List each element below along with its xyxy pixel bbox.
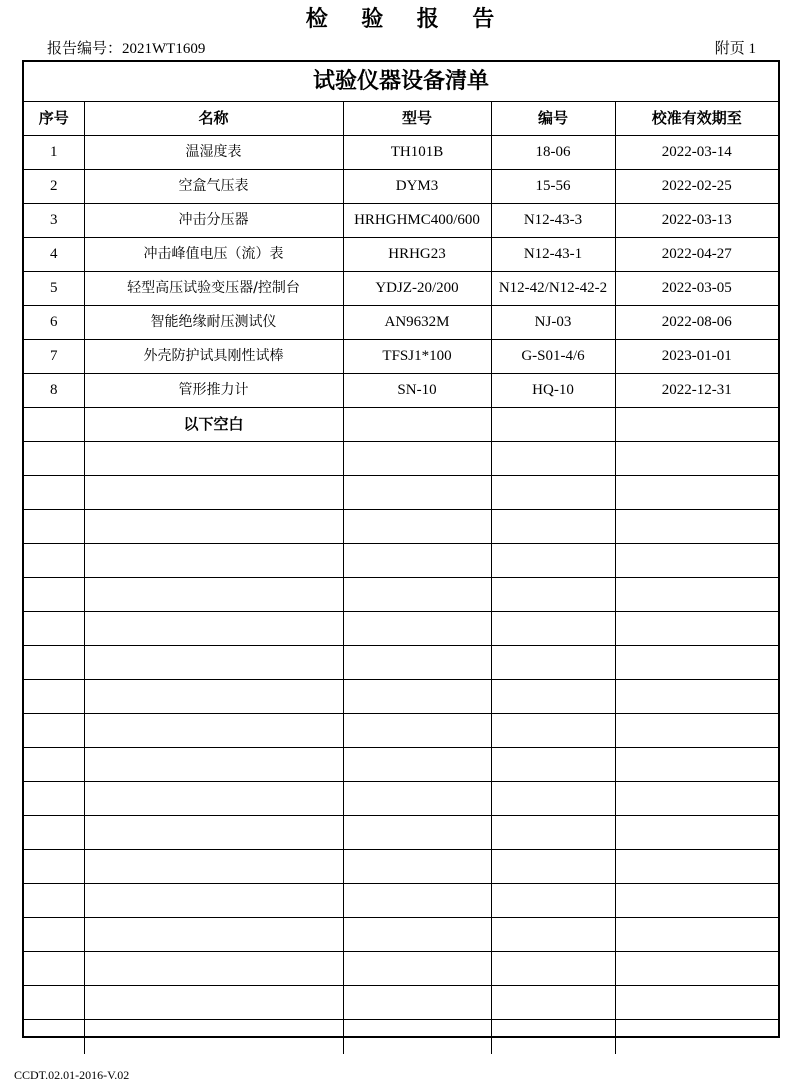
empty-cell	[491, 544, 615, 578]
empty-cell	[491, 510, 615, 544]
empty-cell	[615, 578, 778, 612]
empty-cell	[24, 952, 84, 986]
blank-row	[24, 1020, 778, 1054]
equipment-name: 冲击峰值电压（流）表	[84, 238, 343, 272]
empty-cell	[491, 612, 615, 646]
empty-cell	[84, 918, 343, 952]
empty-cell	[343, 646, 491, 680]
empty-cell	[615, 986, 778, 1020]
column-header-name: 名称	[84, 102, 343, 136]
equipment-code: G-S01-4/6	[491, 340, 615, 374]
blank-row	[24, 612, 778, 646]
column-header-code: 编号	[491, 102, 615, 136]
blank-row	[24, 816, 778, 850]
blank-row	[24, 782, 778, 816]
row-number: 2	[24, 170, 84, 204]
report-number-value: 2021WT1609	[122, 41, 206, 57]
table-row	[24, 238, 778, 272]
empty-cell	[24, 1020, 84, 1054]
page-indicator: 附页 1	[714, 41, 756, 57]
equipment-table	[24, 102, 778, 1054]
empty-cell	[84, 442, 343, 476]
empty-cell	[615, 680, 778, 714]
empty-cell	[615, 884, 778, 918]
empty-cell	[491, 816, 615, 850]
empty-cell	[491, 884, 615, 918]
empty-cell	[84, 952, 343, 986]
empty-cell	[24, 612, 84, 646]
equipment-name: 冲击分压器	[84, 204, 343, 238]
form-code: CCDT.02.01-2016-V.02	[14, 1068, 130, 1082]
empty-cell	[491, 782, 615, 816]
empty-cell	[491, 1020, 615, 1054]
empty-cell	[24, 476, 84, 510]
empty-cell	[491, 442, 615, 476]
column-header-valid-until: 校准有效期至	[615, 102, 778, 136]
row-number: 4	[24, 238, 84, 272]
empty-cell	[615, 544, 778, 578]
empty-cell	[343, 714, 491, 748]
empty-cell	[615, 646, 778, 680]
empty-cell	[84, 1020, 343, 1054]
blank-row	[24, 918, 778, 952]
row-number: 8	[24, 374, 84, 408]
empty-cell	[491, 748, 615, 782]
table-body	[24, 136, 778, 1054]
equipment-name: 管形推力计	[84, 374, 343, 408]
empty-cell	[84, 510, 343, 544]
empty-cell	[24, 544, 84, 578]
empty-cell	[24, 850, 84, 884]
empty-cell	[24, 714, 84, 748]
row-number: 3	[24, 204, 84, 238]
empty-cell	[343, 748, 491, 782]
table-row	[24, 272, 778, 306]
empty-cell	[343, 544, 491, 578]
equipment-name: 空盒气压表	[84, 170, 343, 204]
empty-cell	[343, 918, 491, 952]
empty-cell	[491, 578, 615, 612]
equipment-code: 15-56	[491, 170, 615, 204]
blank-row	[24, 748, 778, 782]
empty-cell	[615, 816, 778, 850]
empty-cell	[24, 646, 84, 680]
blank-row	[24, 476, 778, 510]
empty-cell	[343, 510, 491, 544]
equipment-name: 温湿度表	[84, 136, 343, 170]
empty-cell	[343, 442, 491, 476]
column-header-no: 序号	[24, 102, 84, 136]
equipment-model: TH101B	[343, 136, 491, 170]
empty-cell	[491, 408, 615, 442]
empty-cell	[615, 510, 778, 544]
empty-cell	[343, 816, 491, 850]
blank-row	[24, 442, 778, 476]
table-row	[24, 374, 778, 408]
empty-cell	[343, 884, 491, 918]
table-header-row	[24, 102, 778, 136]
blank-row	[24, 952, 778, 986]
empty-cell	[491, 986, 615, 1020]
table-row	[24, 170, 778, 204]
empty-cell	[491, 476, 615, 510]
empty-cell	[84, 646, 343, 680]
blank-row	[24, 714, 778, 748]
empty-cell	[84, 476, 343, 510]
empty-cell	[84, 680, 343, 714]
empty-cell	[24, 782, 84, 816]
empty-cell	[615, 442, 778, 476]
row-number: 1	[24, 136, 84, 170]
equipment-name: 智能绝缘耐压测试仪	[84, 306, 343, 340]
empty-cell	[343, 850, 491, 884]
calibration-valid-until: 2022-08-06	[615, 306, 778, 340]
empty-cell	[615, 952, 778, 986]
document-title: 检 验 报 告	[305, 6, 509, 31]
empty-cell	[615, 476, 778, 510]
calibration-valid-until: 2022-03-14	[615, 136, 778, 170]
empty-cell	[343, 408, 491, 442]
empty-cell	[615, 1020, 778, 1054]
empty-cell	[615, 918, 778, 952]
empty-cell	[24, 986, 84, 1020]
empty-cell	[24, 408, 84, 442]
table-row	[24, 306, 778, 340]
report-number	[47, 37, 205, 58]
empty-cell	[84, 782, 343, 816]
row-number: 7	[24, 340, 84, 374]
empty-cell	[343, 680, 491, 714]
empty-cell	[491, 714, 615, 748]
empty-cell	[84, 714, 343, 748]
calibration-valid-until: 2022-04-27	[615, 238, 778, 272]
equipment-model: YDJZ-20/200	[343, 272, 491, 306]
empty-cell	[343, 782, 491, 816]
table-row	[24, 408, 778, 442]
calibration-valid-until: 2022-12-31	[615, 374, 778, 408]
empty-cell	[24, 884, 84, 918]
empty-cell	[84, 884, 343, 918]
equipment-model: TFSJ1*100	[343, 340, 491, 374]
empty-cell	[615, 408, 778, 442]
equipment-code: NJ-03	[491, 306, 615, 340]
calibration-valid-until: 2023-01-01	[615, 340, 778, 374]
empty-cell	[491, 680, 615, 714]
equipment-model: DYM3	[343, 170, 491, 204]
empty-cell	[84, 816, 343, 850]
row-number: 6	[24, 306, 84, 340]
report-number-label: 报告编号：	[47, 41, 123, 57]
equipment-code: 18-06	[491, 136, 615, 170]
empty-cell	[24, 510, 84, 544]
empty-cell	[343, 612, 491, 646]
empty-cell	[84, 986, 343, 1020]
end-of-list-note: 以下空白	[84, 408, 343, 442]
equipment-model: HRHG23	[343, 238, 491, 272]
empty-cell	[84, 748, 343, 782]
equipment-model: SN-10	[343, 374, 491, 408]
empty-cell	[24, 918, 84, 952]
empty-cell	[24, 578, 84, 612]
empty-cell	[491, 850, 615, 884]
equipment-sheet	[22, 60, 780, 1038]
sheet-title: 试验仪器设备清单	[24, 62, 778, 102]
empty-cell	[491, 646, 615, 680]
empty-cell	[84, 544, 343, 578]
empty-cell	[24, 680, 84, 714]
blank-row	[24, 646, 778, 680]
empty-cell	[24, 748, 84, 782]
blank-row	[24, 850, 778, 884]
equipment-code: N12-42/N12-42-2	[491, 272, 615, 306]
blank-row	[24, 884, 778, 918]
equipment-model: HRHGHMC400/600	[343, 204, 491, 238]
empty-cell	[84, 612, 343, 646]
empty-cell	[491, 918, 615, 952]
empty-cell	[615, 850, 778, 884]
empty-cell	[615, 782, 778, 816]
calibration-valid-until: 2022-03-05	[615, 272, 778, 306]
table-row	[24, 340, 778, 374]
equipment-code: N12-43-1	[491, 238, 615, 272]
empty-cell	[343, 476, 491, 510]
equipment-name: 轻型高压试验变压器/控制台	[84, 272, 343, 306]
equipment-code: HQ-10	[491, 374, 615, 408]
empty-cell	[343, 952, 491, 986]
empty-cell	[343, 986, 491, 1020]
equipment-name: 外壳防护试具刚性试棒	[84, 340, 343, 374]
calibration-valid-until: 2022-03-13	[615, 204, 778, 238]
empty-cell	[491, 952, 615, 986]
empty-cell	[343, 578, 491, 612]
row-number: 5	[24, 272, 84, 306]
empty-cell	[615, 714, 778, 748]
empty-cell	[615, 612, 778, 646]
empty-cell	[24, 442, 84, 476]
calibration-valid-until: 2022-02-25	[615, 170, 778, 204]
table-row	[24, 204, 778, 238]
empty-cell	[84, 578, 343, 612]
blank-row	[24, 510, 778, 544]
equipment-model: AN9632M	[343, 306, 491, 340]
empty-cell	[343, 1020, 491, 1054]
equipment-code: N12-43-3	[491, 204, 615, 238]
empty-cell	[84, 850, 343, 884]
blank-row	[24, 544, 778, 578]
column-header-model: 型号	[343, 102, 491, 136]
blank-row	[24, 680, 778, 714]
empty-cell	[615, 748, 778, 782]
empty-cell	[24, 816, 84, 850]
blank-row	[24, 986, 778, 1020]
blank-row	[24, 578, 778, 612]
table-row	[24, 136, 778, 170]
